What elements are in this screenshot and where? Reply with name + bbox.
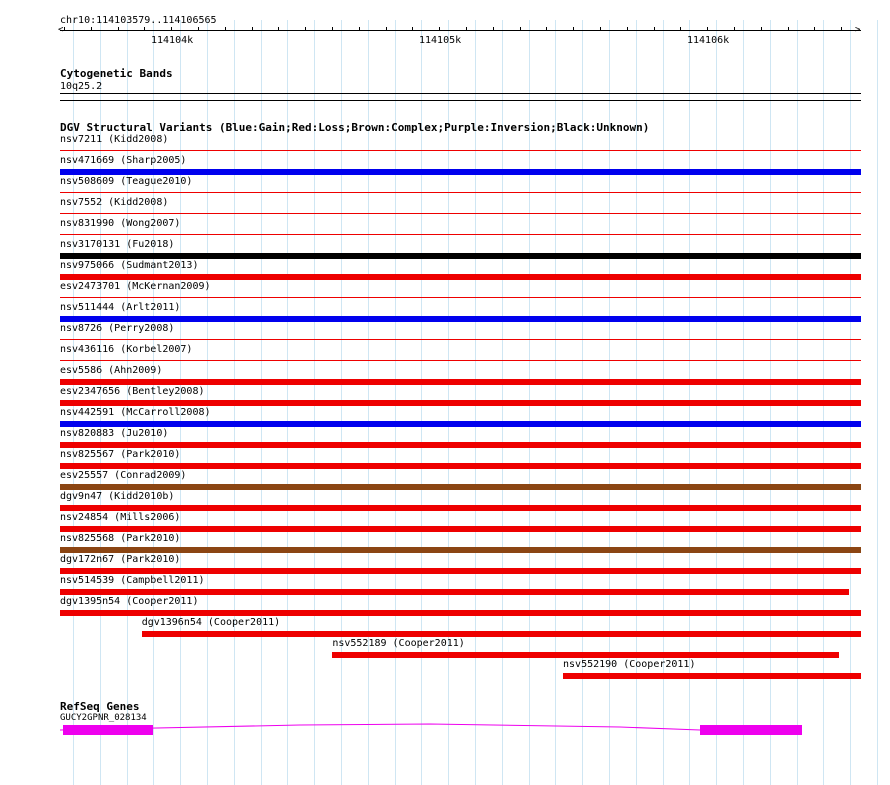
ruler-tick xyxy=(573,27,574,31)
dgv-variant-label[interactable]: esv5586 (Ahn2009) xyxy=(60,365,163,376)
dgv-variant-bar[interactable] xyxy=(60,316,861,322)
dgv-variant-label[interactable]: nsv514539 (Campbell2011) xyxy=(60,575,205,586)
ruler-tick xyxy=(520,27,521,31)
dgv-variant-bar[interactable] xyxy=(332,652,838,658)
cytoband-label[interactable]: 10q25.2 xyxy=(60,81,103,92)
dgv-variant-label[interactable]: nsv3170131 (Fu2018) xyxy=(60,239,175,250)
ruler-tick xyxy=(761,27,762,31)
ruler-tick xyxy=(466,27,467,31)
cytoband-border-bottom xyxy=(60,100,861,101)
dgv-track-title[interactable]: DGV Structural Variants (Blue:Gain;Red:Loss;Brown:Complex;Purple:Inversion;Black:Unknown) xyxy=(60,121,650,134)
dgv-variant-bar[interactable] xyxy=(563,673,861,679)
dgv-variant-label[interactable]: dgv1395n54 (Cooper2011) xyxy=(60,596,199,607)
ruler-tick xyxy=(64,27,65,31)
dgv-variant-bar[interactable] xyxy=(60,274,861,280)
dgv-variant-label[interactable]: dgv9n47 (Kidd2010b) xyxy=(60,491,175,502)
ruler-tick xyxy=(493,27,494,31)
dgv-variant-bar[interactable] xyxy=(60,213,861,214)
ruler-tick xyxy=(359,27,360,31)
ruler-tick xyxy=(144,27,145,31)
dgv-variant-bar[interactable] xyxy=(60,442,861,448)
dgv-variant-bar[interactable] xyxy=(60,421,861,427)
ruler-tick xyxy=(118,27,119,31)
dgv-variant-bar[interactable] xyxy=(60,150,861,151)
dgv-variant-label[interactable]: nsv552190 (Cooper2011) xyxy=(563,659,696,670)
dgv-variant-label[interactable]: nsv975066 (Sudmant2013) xyxy=(60,260,199,271)
dgv-variant-label[interactable]: esv2347656 (Bentley2008) xyxy=(60,386,205,397)
dgv-variant-label[interactable]: nsv442591 (McCarroll2008) xyxy=(60,407,211,418)
transcript-id[interactable]: NR_028134 xyxy=(97,713,147,723)
dgv-variant-label[interactable]: nsv508609 (Teague2010) xyxy=(60,176,193,187)
ruler-tick xyxy=(171,27,172,31)
dgv-variant-label[interactable]: nsv825567 (Park2010) xyxy=(60,449,181,460)
dgv-variant-label[interactable]: nsv7211 (Kidd2008) xyxy=(60,134,169,145)
ruler-tick xyxy=(627,27,628,31)
cytoband-border-top xyxy=(60,93,861,94)
ruler-tick xyxy=(439,27,440,31)
dgv-variant-label[interactable]: nsv552189 (Cooper2011) xyxy=(332,638,465,649)
gene-exon xyxy=(700,725,802,735)
dgv-variant-bar[interactable] xyxy=(60,505,861,511)
dgv-variant-label[interactable]: nsv820883 (Ju2010) xyxy=(60,428,169,439)
ruler-tick xyxy=(305,27,306,31)
dgv-variant-bar[interactable] xyxy=(60,360,861,361)
dgv-variant-bar[interactable] xyxy=(60,253,861,259)
dgv-variant-label[interactable]: nsv471669 (Sharp2005) xyxy=(60,155,187,166)
dgv-variant-label[interactable]: nsv511444 (Arlt2011) xyxy=(60,302,181,313)
dgv-variant-label[interactable]: nsv831990 (Wong2007) xyxy=(60,218,181,229)
gene-model[interactable] xyxy=(0,715,890,745)
dgv-variant-bar[interactable] xyxy=(60,610,861,616)
cytoband-track-title[interactable]: Cytogenetic Bands xyxy=(60,67,173,80)
ruler-arrow-left-icon: < xyxy=(58,25,64,35)
dgv-variant-label[interactable]: nsv825568 (Park2010) xyxy=(60,533,181,544)
dgv-variant-bar[interactable] xyxy=(60,526,861,532)
ruler-tick xyxy=(332,27,333,31)
gene-intron-line xyxy=(60,724,700,730)
position-label: chr10:114103579..114106565 xyxy=(60,15,217,26)
dgv-variant-label[interactable]: dgv172n67 (Park2010) xyxy=(60,554,181,565)
ruler-tick xyxy=(278,27,279,31)
refseq-track-title[interactable]: RefSeq Genes xyxy=(60,700,140,713)
ruler-tick xyxy=(814,27,815,31)
ruler-tick xyxy=(788,27,789,31)
tick-label: 114106k xyxy=(687,35,730,46)
ruler-tick xyxy=(600,27,601,31)
dgv-variant-bar[interactable] xyxy=(60,169,861,175)
dgv-variant-label[interactable]: nsv436116 (Korbel2007) xyxy=(60,344,193,355)
dgv-variant-bar[interactable] xyxy=(60,463,861,469)
dgv-variant-label[interactable]: nsv24854 (Mills2006) xyxy=(60,512,181,523)
ruler-arrow-right-icon: > xyxy=(855,25,861,35)
ruler-tick xyxy=(412,27,413,31)
dgv-variant-bar[interactable] xyxy=(60,234,861,235)
dgv-variant-bar[interactable] xyxy=(60,589,849,595)
dgv-variant-label[interactable]: nsv7552 (Kidd2008) xyxy=(60,197,169,208)
dgv-variant-bar[interactable] xyxy=(60,547,861,553)
tick-label: 114105k xyxy=(419,35,462,46)
ruler-tick xyxy=(91,27,92,31)
dgv-variant-label[interactable]: esv25557 (Conrad2009) xyxy=(60,470,187,481)
ruler-tick xyxy=(225,27,226,31)
gridline xyxy=(877,20,878,785)
ruler-tick xyxy=(734,27,735,31)
ruler-tick xyxy=(386,27,387,31)
dgv-variant-bar[interactable] xyxy=(60,339,861,340)
ruler-tick xyxy=(654,27,655,31)
ruler-tick xyxy=(198,27,199,31)
gene-name[interactable]: GUCY2GP xyxy=(60,713,98,723)
ruler-tick xyxy=(707,27,708,31)
ruler-tick xyxy=(546,27,547,31)
dgv-variant-bar[interactable] xyxy=(60,297,861,298)
ruler-tick xyxy=(841,27,842,31)
dgv-variant-label[interactable]: dgv1396n54 (Cooper2011) xyxy=(141,617,281,628)
dgv-variant-bar[interactable] xyxy=(60,484,861,490)
gene-exon xyxy=(63,725,153,735)
ruler-tick xyxy=(680,27,681,31)
dgv-variant-bar[interactable] xyxy=(142,631,861,637)
ruler-axis xyxy=(60,30,861,31)
dgv-variant-bar[interactable] xyxy=(60,568,861,574)
ruler-tick xyxy=(252,27,253,31)
dgv-variant-bar[interactable] xyxy=(60,379,861,385)
dgv-variant-bar[interactable] xyxy=(60,192,861,193)
dgv-variant-label[interactable]: esv2473701 (McKernan2009) xyxy=(60,281,211,292)
dgv-variant-label[interactable]: nsv8726 (Perry2008) xyxy=(60,323,175,334)
dgv-variant-bar[interactable] xyxy=(60,400,861,406)
tick-label: 114104k xyxy=(151,35,194,46)
